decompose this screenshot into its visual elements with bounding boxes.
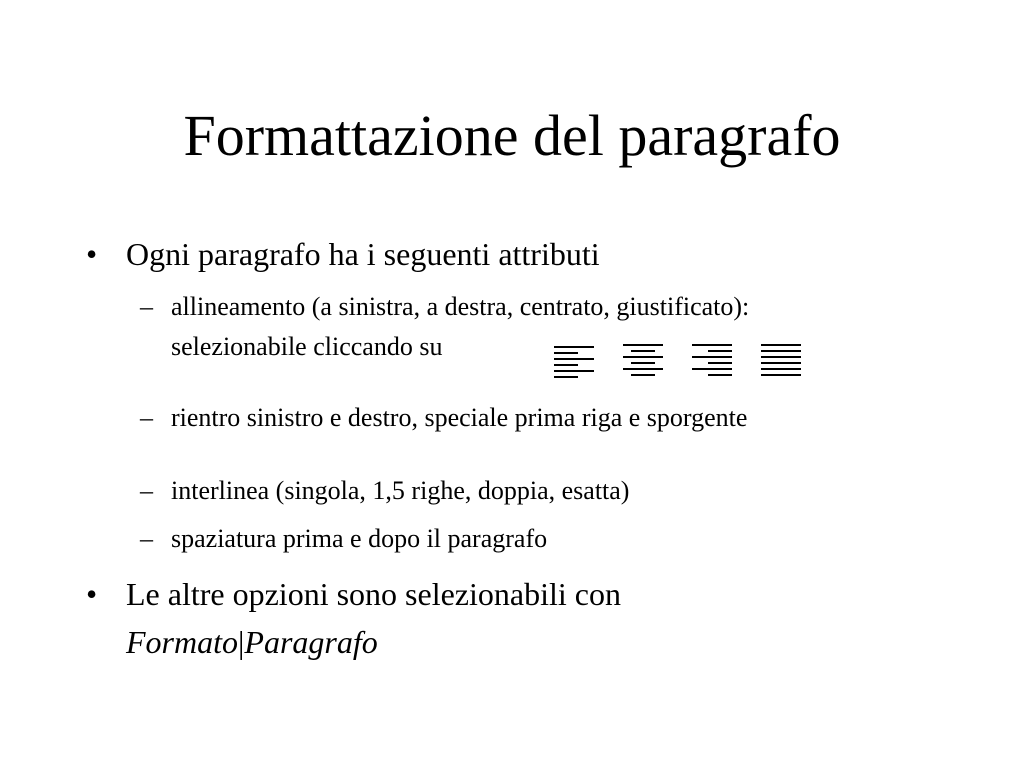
sub-marker: – bbox=[140, 403, 153, 432]
bullet-marker: • bbox=[86, 236, 98, 272]
bullet-text-line1: Le altre opzioni sono selezionabili con bbox=[126, 576, 621, 612]
align-justify-icon[interactable] bbox=[759, 342, 803, 380]
sub-marker: – bbox=[140, 476, 153, 505]
align-center-icon[interactable] bbox=[621, 342, 665, 380]
bullet-text: Ogni paragrafo ha i seguenti attributi bbox=[126, 236, 600, 272]
sub-marker: – bbox=[140, 524, 153, 553]
sub-text: rientro sinistro e destro, speciale prima riga e sporgente bbox=[171, 403, 748, 432]
sub-marker: – bbox=[140, 292, 153, 321]
sub-text: spaziatura prima e dopo il paragrafo bbox=[171, 524, 548, 553]
sub-text-line1: allineamento (a sinistra, a destra, centrato, giustificato): bbox=[171, 292, 750, 321]
menu-path-formato: Formato bbox=[126, 624, 238, 660]
align-right-icon[interactable] bbox=[690, 342, 734, 380]
sub-text-line2: selezionabile cliccando su bbox=[171, 332, 443, 361]
sub-text: interlinea (singola, 1,5 righe, doppia, esatta) bbox=[171, 476, 630, 505]
menu-path bbox=[126, 623, 378, 661]
menu-path-paragrafo: Paragrafo bbox=[244, 624, 378, 660]
menu-path-separator: | bbox=[238, 624, 245, 660]
alignment-icons-group bbox=[552, 342, 812, 382]
slide-title: Formattazione del paragrafo bbox=[183, 103, 841, 168]
align-left-icon[interactable] bbox=[552, 342, 596, 380]
bullet-marker: • bbox=[86, 576, 98, 612]
